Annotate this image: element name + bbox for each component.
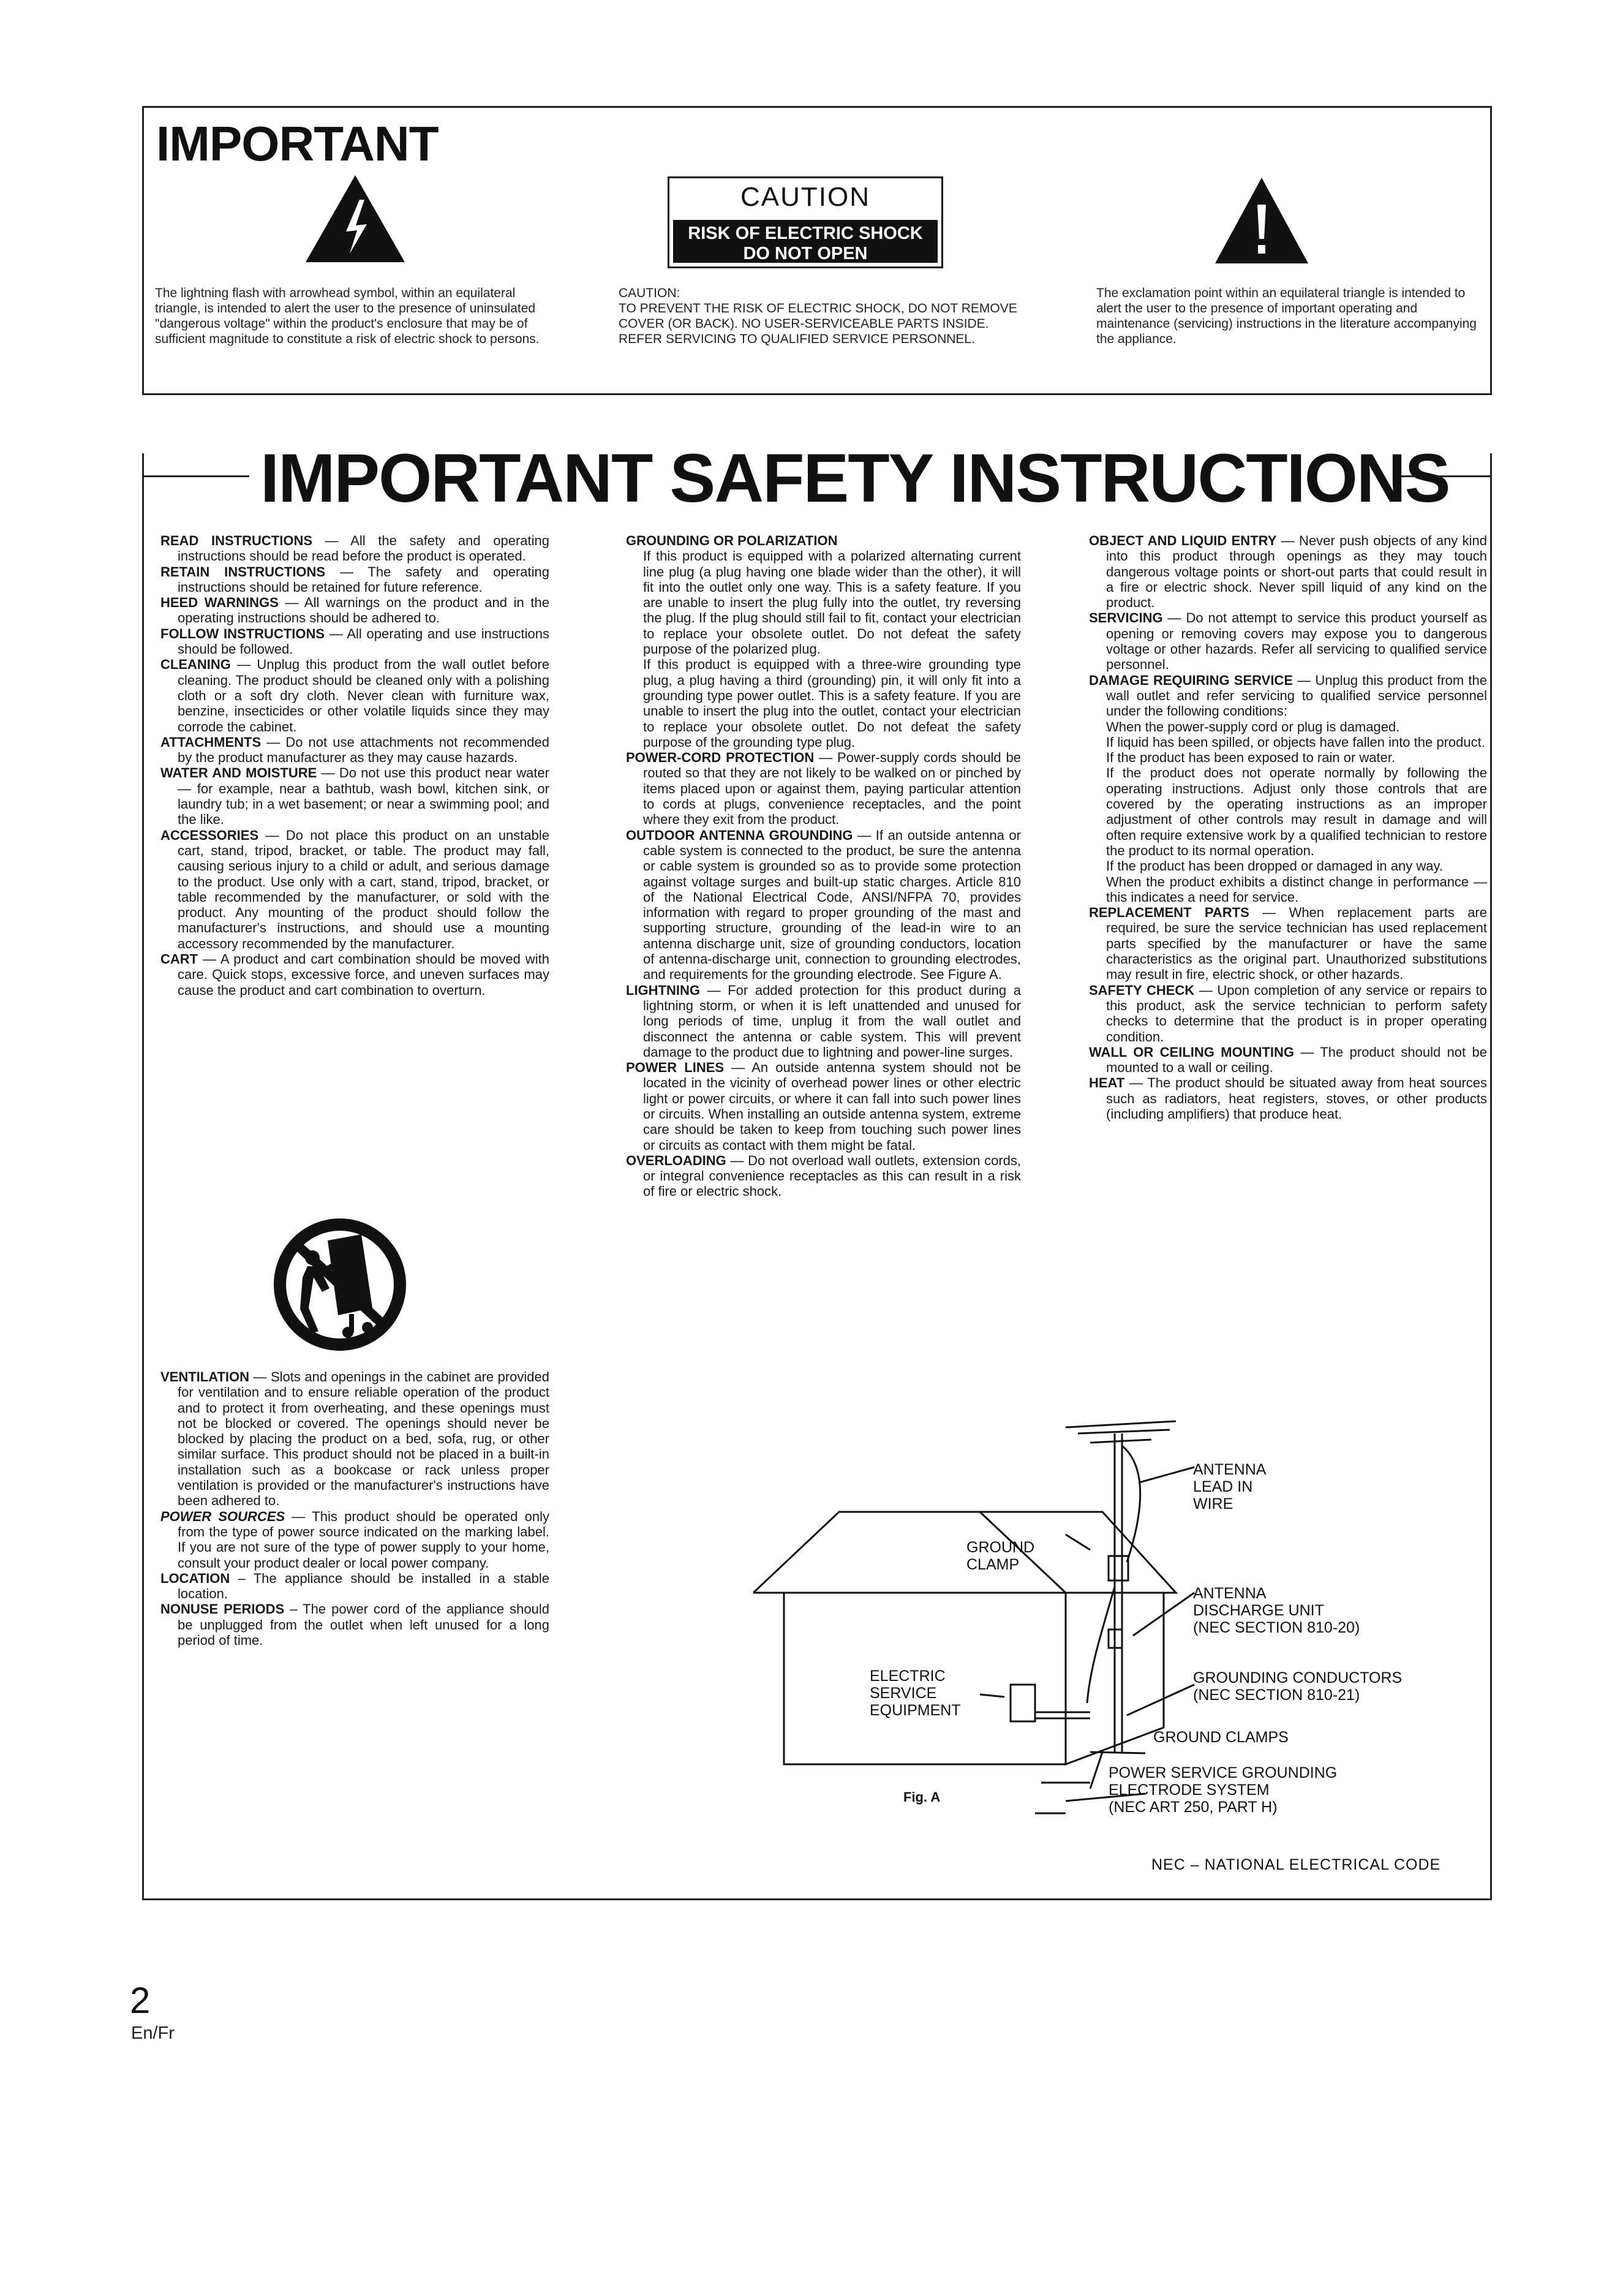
instruction-item [1089, 610, 1487, 672]
caution-heading: CAUTION [740, 182, 870, 212]
instruction-body: – The power cord of the appliance should be unplugged from the outlet when left unused for a long period of time. [178, 1601, 549, 1648]
instruction-body: — Slots and openings in the cabinet are provided for ventilation and to ensure reliable operation of the product and to protect it from overheating, and these openings must not be blocked or covered. The openings should never be blocked by placing the product on a bed, sofa, rug, or other similar surface. This product should not be placed in a built-in installation such as a bookcase or rack unless proper ventilation is provided or the manufacturer's instructions have been adhered to. [178, 1369, 549, 1509]
instruction-item [160, 1601, 549, 1648]
instruction-heading: RETAIN INSTRUCTIONS [160, 564, 326, 580]
instruction-heading: POWER SOURCES [160, 1508, 285, 1524]
instruction-body: — Power-supply cords should be routed so that they are not likely to be walked on or pinched by items placed upon or against them, paying particular attention to cords at plugs, convenience receptacles, and the point where they exit from the product. [643, 750, 1021, 828]
page-language-code: En/Fr [131, 2023, 175, 2043]
lightning-triangle-icon [303, 173, 407, 265]
instruction-item [160, 657, 549, 734]
instruction-body: — Do not use this product near water — for example, near a bathtub, wash bowl, kitchen sink, or laundry tub; in a wet basement; or near a swimming pool; and the like. [178, 765, 549, 828]
instructions-column-1-lower [160, 1369, 549, 1648]
instruction-item [1089, 1075, 1487, 1122]
label-grounding-conductors: GROUNDING CONDUCTORS (NEC SECTION 810-21) [1193, 1669, 1403, 1704]
instruction-heading: POWER-CORD PROTECTION [626, 750, 815, 766]
instruction-body: — All warnings on the product and in the operating instructions should be adhered to. [178, 595, 549, 626]
instruction-subparagraph: If the product has been dropped or damaged in any way. [1106, 858, 1443, 874]
exclamation-symbol-explanation: The exclamation point within an equilateral triangle is intended to alert the user to the presence of important operating and maintenance (servicing) instructions in the literature accompanying the appliance. [1096, 286, 1477, 346]
instruction-body: — For added protection for this product during a lightning storm, or when it is left unattended and unused for long periods of time, unplug it from the wall outlet and disconnect the antenna or cable system. This will prevent damage to the product due to lightning and power-line surges. [643, 982, 1021, 1060]
instruction-heading: NONUSE PERIODS [160, 1601, 285, 1617]
instruction-body: — A product and cart combination should be moved with care. Quick stops, excessive force, and uneven surfaces may cause the product and cart combination to overturn. [178, 951, 549, 998]
instruction-body: — Upon completion of any service or repairs to this product, ask the service technician to perform safety checks to determine that the product is in proper operating condition. [1106, 982, 1487, 1044]
instruction-item [1089, 905, 1487, 982]
instructions-column-2 [626, 533, 1021, 1199]
instruction-item [160, 765, 549, 827]
instruction-body: — All the safety and operating instructions should be read before the product is operated. [178, 533, 549, 564]
lightning-symbol-explanation: The lightning flash with arrowhead symbol, within an equilateral triangle, is intended to alert the user to the presence of uninsulated "dangerous voltage" within the product's enclosure that may be of sufficient magnitude to constitute a risk of electric shock to persons. [155, 286, 540, 346]
instruction-heading: VENTILATION [160, 1369, 250, 1384]
nec-footnote: NEC – NATIONAL ELECTRICAL CODE [1151, 1856, 1441, 1873]
instruction-body: — The product should be situated away from heat sources such as radiators, heat registers, stoves, or other products (including amplifiers) that produce heat. [1106, 1075, 1487, 1122]
important-title: IMPORTANT [156, 116, 439, 171]
instruction-item [626, 828, 1021, 983]
instruction-body: — Do not overload wall outlets, extension cords, or integral convenience receptacles as this can result in a risk of fire or electric shock. [643, 1152, 1021, 1199]
instruction-item [626, 750, 1021, 827]
instruction-item [160, 1509, 549, 1571]
instruction-heading: LOCATION [160, 1570, 230, 1586]
instruction-heading: LIGHTNING [626, 982, 700, 998]
instruction-heading: REPLACEMENT PARTS [1089, 905, 1249, 921]
instruction-item [160, 828, 549, 951]
instruction-item [160, 595, 549, 626]
instruction-subparagraph: When the product exhibits a distinct change in performance — this indicates a need for service. [1106, 874, 1487, 905]
instructions-column-3 [1089, 533, 1487, 1122]
instruction-heading: GROUNDING OR POLARIZATION [626, 533, 838, 548]
instruction-item [160, 734, 549, 766]
instruction-body: — Never push objects of any kind into this product through openings as they may touch dangerous voltage points or short-out parts that could result in a fire or electric shock. Never spill liquid of any kind on the product. [1106, 533, 1488, 611]
instruction-heading: HEED WARNINGS [160, 595, 279, 611]
instruction-item [1089, 533, 1487, 610]
instruction-heading: FOLLOW INSTRUCTIONS [160, 625, 325, 641]
instruction-heading: OVERLOADING [626, 1152, 726, 1168]
instruction-heading: HEAT [1089, 1075, 1125, 1091]
instruction-subparagraph: If this product is equipped with a three-wire grounding type plug, a plug having a third (grounding) pin, it will only fit into a grounding type power outlet. This is a safety feature. If you are unable to insert the plug into the outlet, contact your electrician to replace your obsolete outlet. Do not defeat the safety purpose of the grounding type plug. [643, 657, 1021, 750]
instruction-body: — This product should be operated only from the type of power source indicated on the marking label. If you are not sure of the type of power supply to your home, consult your product dealer or local power company. [178, 1508, 549, 1571]
label-antenna-discharge-unit: ANTENNA DISCHARGE UNIT (NEC SECTION 810-20) [1193, 1585, 1360, 1636]
instruction-body: — When replacement parts are required, be sure the service technician has used replacement parts specified by the manufacturer or have the same characteristics as the original part. Unauthorized substitutions may result in fire, electric shock, or other hazards. [1106, 905, 1487, 983]
instruction-item [626, 1060, 1021, 1153]
frame-top-line-left [142, 475, 249, 477]
instruction-heading: CART [160, 951, 198, 967]
label-grounding-electrode-system: POWER SERVICE GROUNDING ELECTRODE SYSTEM (NEC ART 250, PART H) [1109, 1764, 1338, 1816]
caution-line-do-not-open: DO NOT OPEN [743, 244, 868, 263]
instruction-subparagraph: If liquid has been spilled, or objects have fallen into the product. [1106, 734, 1485, 750]
instruction-heading: CLEANING [160, 657, 231, 673]
label-ground-clamp: GROUND CLAMP [966, 1539, 1035, 1573]
caution-line-risk: RISK OF ELECTRIC SHOCK [688, 224, 923, 243]
instruction-heading: READ INSTRUCTIONS [160, 533, 313, 548]
instruction-subparagraph: If the product has been exposed to rain or water. [1106, 750, 1396, 766]
instruction-item [160, 626, 549, 657]
instructions-column-1 [160, 533, 549, 998]
instruction-item [626, 1153, 1021, 1199]
instruction-heading: OUTDOOR ANTENNA GROUNDING [626, 827, 853, 843]
instruction-heading: WALL OR CEILING MOUNTING [1089, 1044, 1295, 1060]
instruction-body: — Unplug this product from the wall outlet before cleaning. The product should be cleaned only with a polishing cloth or a soft dry cloth. Never clean with furniture wax, benzine, insecticides or other volatile liquids since they may corrode the cabinet. [178, 657, 549, 734]
caution-shock-warning [673, 220, 938, 263]
important-warning-box [142, 106, 1492, 395]
instruction-body: — The safety and operating instructions should be retained for future reference. [178, 564, 549, 595]
instruction-heading: POWER LINES [626, 1060, 725, 1076]
cart-tip-over-warning-icon [269, 1216, 410, 1354]
instruction-heading: WATER AND MOISTURE [160, 765, 317, 781]
instruction-item [1089, 1044, 1487, 1076]
instruction-item [160, 1369, 549, 1509]
instruction-subparagraph: If the product does not operate normally by following the operating instructions. Adjust only those controls that are covered by the operating instructions as an improper adjustment of other controls may result in damage and will often require extensive work by a qualified technician to restore the product to its normal operation. [1106, 765, 1487, 858]
label-antenna-lead-in-wire: ANTENNA LEAD IN WIRE [1193, 1461, 1267, 1512]
caution-statement: CAUTION: TO PREVENT THE RISK OF ELECTRIC SHOCK, DO NOT REMOVE COVER (OR BACK). NO USER-SERVICEABLE PARTS INSIDE. REFER SERVICING TO QUALIFIED SERVICE PERSONNEL. [619, 286, 1017, 346]
instruction-body: – The appliance should be installed in a stable location. [178, 1570, 549, 1602]
exclamation-triangle-icon [1213, 175, 1311, 266]
instruction-heading: DAMAGE REQUIRING SERVICE [1089, 672, 1293, 688]
instruction-body: — Do not use attachments not recommended by the product manufacturer as they may cause hazards. [178, 734, 549, 766]
figure-caption: Fig. A [903, 1789, 941, 1805]
instruction-heading: ACCESSORIES [160, 827, 259, 843]
caution-label [668, 176, 943, 268]
instruction-body: — If an outside antenna or cable system is connected to the product, be sure the antenna or cable system is grounded so as to provide some protection against voltage surges and built-up static charges. Article 810 of the National Electrical Code, ANSI/NFPA 70, provides information with regard to proper grounding of the mast and supporting structure, grounding of the lead-in wire to an antenna discharge unit, size of grounding conductors, location of antenna-discharge unit, connection to grounding electrodes, and requirements for the grounding electrode. See Figure A. [643, 827, 1021, 983]
instruction-body: — All operating and use instructions should be followed. [178, 625, 549, 657]
instruction-item [626, 983, 1021, 1060]
instruction-item [626, 533, 1021, 548]
label-electric-service-equipment: ELECTRIC SERVICE EQUIPMENT [870, 1667, 961, 1719]
instruction-item [160, 564, 549, 595]
instruction-subparagraph: If this product is equipped with a polarized alternating current line plug (a plug having one blade wider than the other), it will fit into the outlet only one way. This is a safety feature. If you are unable to insert the plug fully into the outlet, try reversing the plug. If the plug should still fail to fit, contact your electrician to replace your obsolete outlet. Do not defeat the safety purpose of the polarized plug. [643, 548, 1021, 657]
instruction-item [160, 1571, 549, 1602]
instruction-heading: SERVICING [1089, 610, 1163, 626]
instruction-subparagraph: When the power-supply cord or plug is damaged. [1106, 719, 1400, 734]
instruction-item [160, 533, 549, 564]
instruction-item [160, 951, 549, 998]
instruction-body: — An outside antenna system should not be located in the vicinity of overhead power lines or other electric light or power circuits, or where it can fall into such power lines or circuits. When installing an outside antenna system, extreme care should be taken to keep from touching such power lines or circuits as contact with them might be fatal. [643, 1060, 1021, 1153]
label-ground-clamps: GROUND CLAMPS [1153, 1729, 1289, 1746]
instruction-body: — Do not attempt to service this product yourself as opening or removing covers may expose you to dangerous voltage or other hazards. Refer all servicing to qualified service personnel. [1106, 610, 1487, 673]
instruction-body: — The product should not be mounted to a wall or ceiling. [1106, 1044, 1487, 1076]
instruction-body: — Unplug this product from the wall outlet and refer servicing to qualified service personnel under the following conditions: [1106, 672, 1487, 719]
instruction-heading: SAFETY CHECK [1089, 982, 1195, 998]
instruction-item [1089, 983, 1487, 1044]
page-number: 2 [130, 1980, 151, 2021]
instruction-item [1089, 673, 1487, 719]
instruction-body: — Do not place this product on an unstable cart, stand, tripod, bracket, or table. The product may fall, causing serious injury to a child or adult, and serious damage to the product. Use only with a cart, stand, tripod, bracket, or table recommended by the manufacturer, or sold with the product. Any mounting of the product should follow the manufacturer's instructions, and should use a mounting accessory recommended by the manufacturer. [178, 827, 549, 951]
safety-title: IMPORTANT SAFETY INSTRUCTIONS [260, 440, 1450, 516]
instruction-heading: OBJECT AND LIQUID ENTRY [1089, 533, 1277, 548]
instruction-heading: ATTACHMENTS [160, 734, 262, 750]
antenna-grounding-diagram [747, 1409, 1470, 1826]
